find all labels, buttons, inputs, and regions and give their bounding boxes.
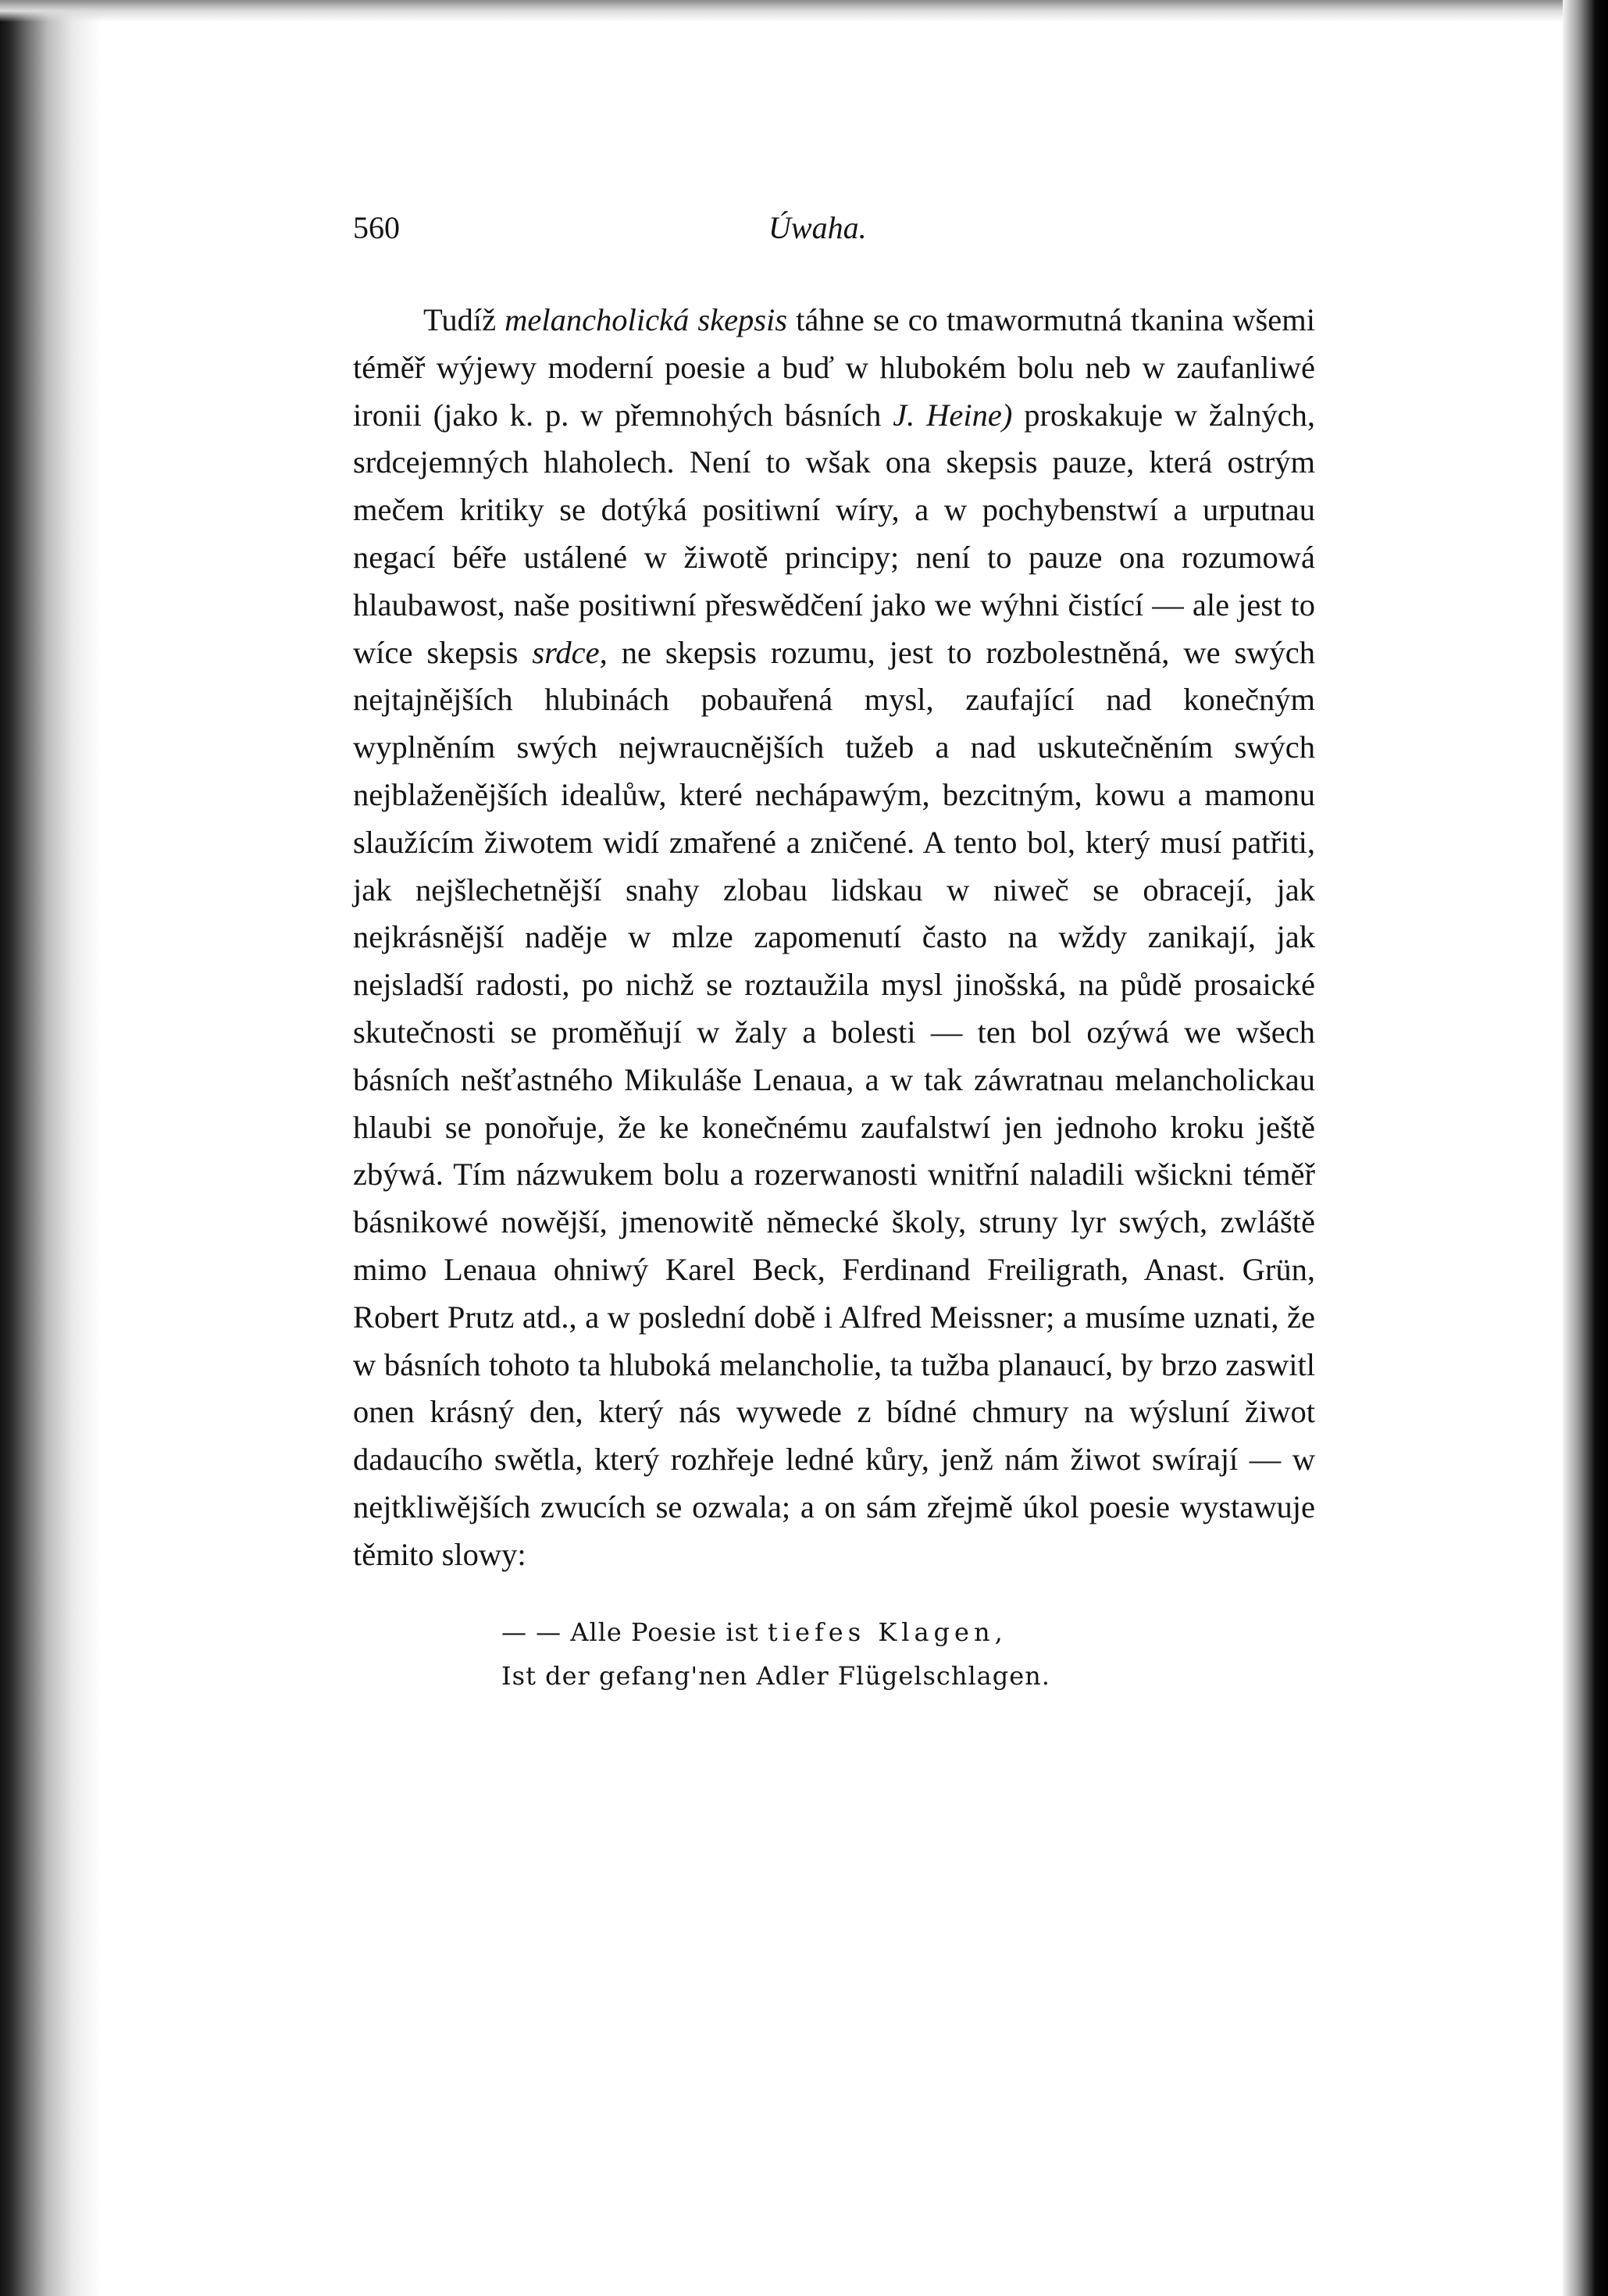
verse-spaced-text: tiefes Klagen: [767, 1617, 995, 1648]
emphasis-text: srdce,: [532, 634, 608, 670]
paragraph-text: ne skepsis rozumu, jest to rozbolestněná, we swých nejtajnějších hlubinách pobauřená mysl, zaufající nad konečným wyplněním swých nejwraucnějších tužeb a nad uskutečněním swých nejblaženějších idealůw, které nechápawým, bezcitným, kowu a mamonu slaužícím žiwotem widí zmařené a zničené. A tento bol, který musí patřiti, jak nejšlechetnější snahy zlobau lidskau w niweč se obracejí, jak nejkrásnější naděje w mlze zapomenutí často na wždy zanikají, jak nejsladší radosti, po nichž se roztaužila mysl jinošská, na půdě prosaické skutečnosti se proměňují w žaly a bolesti — ten bol ozýwá we wšech básních nešťastného Mikuláše Lenaua, a w tak záwratnau melancholickau hlaubi se ponořuje, že ke konečnému zaufalstwí jen jednoho kroku ještě zbýwá. Tím názwukem bolu a rozerwanosti wnitřní naladili wšickni téměř básnikowé nowější, jmenowitě německé školy, struny lyr swých, zwláště mimo Lenaua ohniwý Karel Beck, Ferdinand Freiligrath, Anast. Grün, Robert Prutz atd., a w poslední době i Alfred Meissner; a musíme uznati, že w básních tohoto ta hluboká melancholie, ta tužba planaucí, by brzo zaswitl onen krásný den, který nás wywede z bídné chmury na wýsluní žiwot dadaucího swětla, který rozhřeje ledné kůry, jenž nám žiwot swírají — w nejtkliwějších zwucích se ozwala; a on sám zřejmě úkol poesie wystawuje těmito slowy:: [353, 634, 1315, 1572]
binding-shadow: [0, 0, 102, 2296]
emphasis-text: melancholická skepsis: [505, 302, 788, 337]
verse-line: [501, 1610, 1315, 1654]
paragraph-text: táhne se co tmawormutná tkanina wšemi téměř wýjewy moderní poesie a buď w hlubokém bolu neb w zaufanliwé ironii (jako k. p. w přemnohých básních: [353, 302, 1315, 433]
emphasis-text: J. Heine): [893, 397, 1013, 433]
verse-line: Ist der gefang'nen Adler Flügelschlagen.: [501, 1661, 1050, 1692]
verse-text: — — Alle Poesie ist: [501, 1617, 768, 1648]
page-content: [353, 209, 1315, 1698]
verse-quote: [353, 1610, 1315, 1698]
running-title: Úwaha.: [768, 210, 867, 245]
paragraph-text: Tudíž: [423, 302, 505, 337]
paragraph-text: proskakuje w žalných, srdcejemných hlaholech. Není to wšak ona skepsis pauze, která ostrým mečem kritiky se dotýká positiwní wíry, a w pochybenstwí a urputnau negací béře ustálené w žiwotě principy; není to pauze ona rozumowá hlaubawost, naše positiwní přeswědčení jako we wýhni čistící — ale jest to wíce skepsis: [353, 397, 1315, 670]
running-head: [353, 209, 1315, 256]
verse-text: ,: [994, 1617, 1004, 1648]
right-edge-shadow: [1563, 0, 1608, 2296]
top-edge-shadow: [0, 0, 1608, 22]
page-number: 560: [353, 210, 400, 245]
body-paragraph: [353, 297, 1315, 1579]
